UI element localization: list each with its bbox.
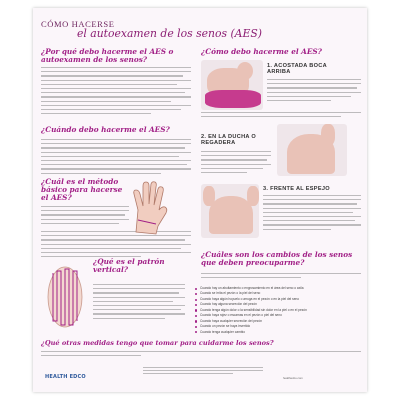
heading-changes: ¿Cuáles son los cambios de los senos que deben preocuparme? xyxy=(201,250,353,267)
vertical-pattern-diagram xyxy=(45,265,85,329)
paragraph-other-measures xyxy=(41,350,361,360)
list-item: Cuando haya algún hoyuelo o arruga en el pezón o en la piel del seno xyxy=(195,297,345,302)
paragraph-changes-intro xyxy=(201,272,361,282)
heading-method: ¿Cuál es el método básico para hacerse el AES? xyxy=(41,177,123,202)
hand-fingers-icon xyxy=(128,180,170,236)
paragraph-vertical xyxy=(93,283,185,328)
heading-why: ¿Por qué debo hacerme el AES o autoexamen de los senos? xyxy=(41,47,174,64)
step-2-text xyxy=(201,150,271,180)
paragraph-method xyxy=(41,205,129,229)
heading-vertical: ¿Qué es el patrón vertical? xyxy=(93,257,165,274)
step-3-text xyxy=(263,194,361,239)
title-small: CÓMO HACERSE xyxy=(41,19,115,29)
step-3-title: 3. FRENTE AL ESPEJO xyxy=(263,186,330,192)
footer-site: healthedco.com xyxy=(283,376,303,380)
brand-logo: HEALTH EDCO xyxy=(45,374,86,380)
list-item: Cuando hay un abultamiento o engrosamiento en el área del seno o axila xyxy=(195,286,345,291)
paragraph-when xyxy=(41,138,191,178)
figure-shower xyxy=(277,124,347,176)
page-title: el autoexamen de los senos (AES) xyxy=(77,27,262,40)
step-1-title: 1. ACOSTADA BOCA ARRIBA xyxy=(267,63,327,76)
figure-mirror xyxy=(201,184,259,238)
list-item: Cuando haya rojez o escamas en el pezón o piel del seno xyxy=(195,313,345,318)
heading-other-measures: ¿Qué otras medidas tengo que tomar para cuidarme los senos? xyxy=(41,339,274,347)
list-item: Cuando tenga algún dolor o la sensibilidad sin dolor en la piel o en el pezón xyxy=(195,308,345,313)
list-item: Cuando un pezón se haya invertido xyxy=(195,324,345,329)
list-item: Cuando tenga cualquier cambio xyxy=(195,330,345,335)
step-1-text xyxy=(267,78,361,108)
step-1-text-cont xyxy=(201,111,361,125)
list-item: Cuando se irrita el pezón o la piel del seno xyxy=(195,291,345,296)
list-item: Cuando hay alguna secreción del pezón xyxy=(195,302,345,307)
changes-list xyxy=(195,286,345,335)
figure-lying-down xyxy=(201,60,263,110)
document-page xyxy=(33,8,367,392)
footer-fineprint xyxy=(143,366,263,380)
step-2-title: 2. EN LA DUCHA O REGADERA xyxy=(201,134,257,147)
heading-when: ¿Cuándo debo hacerme el AES? xyxy=(41,125,170,134)
paragraph-why xyxy=(41,66,191,126)
heading-how: ¿Cómo debo hacerme el AES? xyxy=(201,47,322,56)
list-item: Cuando haya cualquier secreción del pezón xyxy=(195,319,345,324)
